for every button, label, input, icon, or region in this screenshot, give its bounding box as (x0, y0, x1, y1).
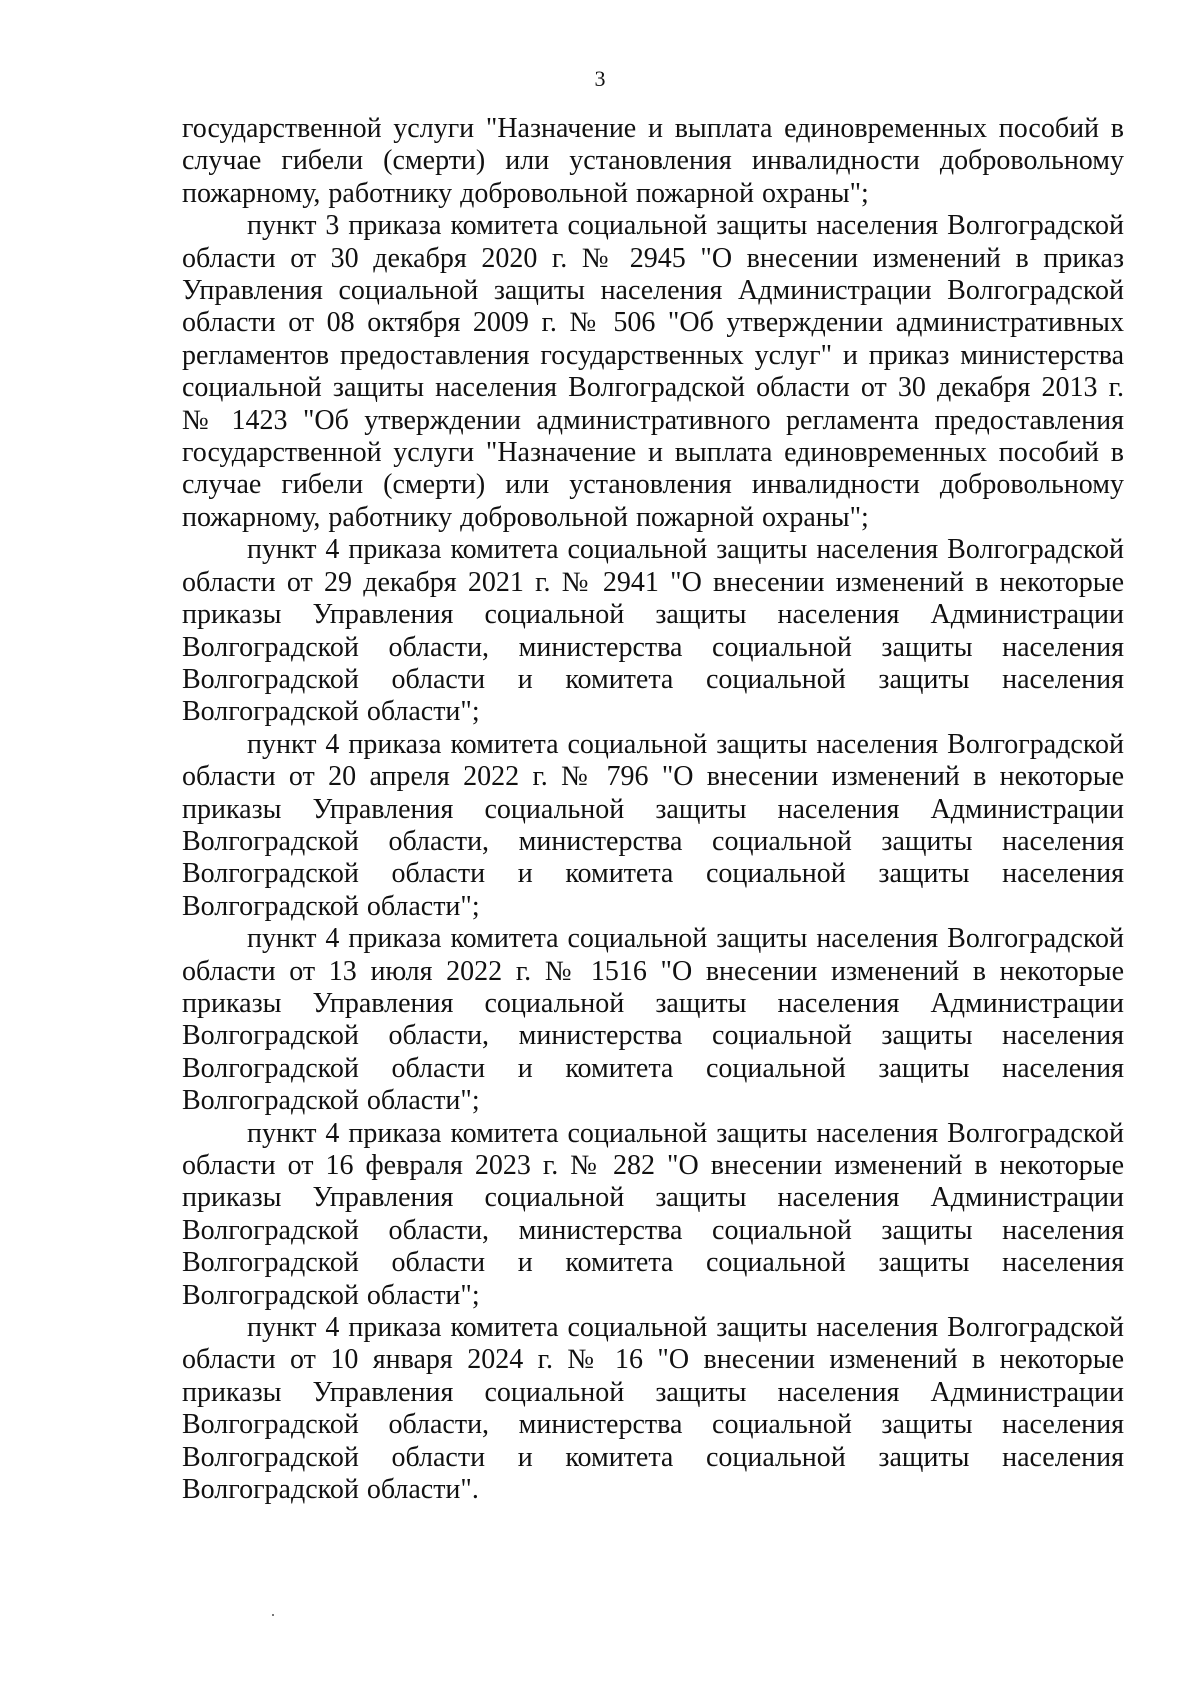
paragraph-item: пункт 3 приказа комитета социальной защиты населения Волгоградской области от 30 декабря 2020 г. № 2945 "О внесении изменений в приказ Управления социальной защиты населения Администрации Волгоградской области от 08 октября 2009 г. № 506 "Об утверждении административных регламентов предоставления государственных услуг" и приказ министерства социальной защиты населения Волгоградской области от 30 декабря 2013 г. № 1423 "Об утверждении административного регламента предоставления государственной услуги "Назначение и выплата единовременных пособий в случае гибели (смерти) или установления инвалидности добровольному пожарному, работнику добровольной пожарной охраны"; (182, 210, 1124, 533)
page-number: 3 (594, 66, 606, 91)
paragraph-item: пункт 4 приказа комитета социальной защиты населения Волгоградской области от 10 января 2024 г. № 16 "О внесении изменений в некоторые приказы Управления социальной защиты населения Администрации Волгоградской области, министерства социальной защиты населения Волгоградской области и комитета социальной защиты населения Волгоградской области". (182, 1312, 1124, 1506)
paragraph-continuation: государственной услуги "Назначение и выплата единовременных пособий в случае гибели (смерти) или установления инвалидности добровольному пожарному, работнику добровольной пожарной охраны"; (182, 113, 1124, 209)
paragraph-item: пункт 4 приказа комитета социальной защиты населения Волгоградской области от 20 апреля 2022 г. № 796 "О внесении изменений в некоторые приказы Управления социальной защиты населения Администрации Волгоградской области, министерства социальной защиты населения Волгоградской области и комитета социальной защиты населения Волгоградской области"; (182, 728, 1124, 922)
paragraph-item: пункт 4 приказа комитета социальной защиты населения Волгоградской области от 13 июля 2022 г. № 1516 "О внесении изменений в некоторые приказы Управления социальной защиты населения Администрации Волгоградской области, министерства социальной защиты населения Волгоградской области и комитета социальной защиты населения Волгоградской области"; (182, 923, 1124, 1117)
scan-speck (272, 1614, 274, 1616)
paragraph-item: пункт 4 приказа комитета социальной защиты населения Волгоградской области от 16 февраля 2023 г. № 282 "О внесении изменений в некоторые приказы Управления социальной защиты населения Администрации Волгоградской области, министерства социальной защиты населения Волгоградской области и комитета социальной защиты населения Волгоградской области"; (182, 1117, 1124, 1311)
document-body (182, 113, 1124, 1506)
paragraph-item: пункт 4 приказа комитета социальной защиты населения Волгоградской области от 29 декабря 2021 г. № 2941 "О внесении изменений в некоторые приказы Управления социальной защиты населения Администрации Волгоградской области, министерства социальной защиты населения Волгоградской области и комитета социальной защиты населения Волгоградской области"; (182, 534, 1124, 728)
